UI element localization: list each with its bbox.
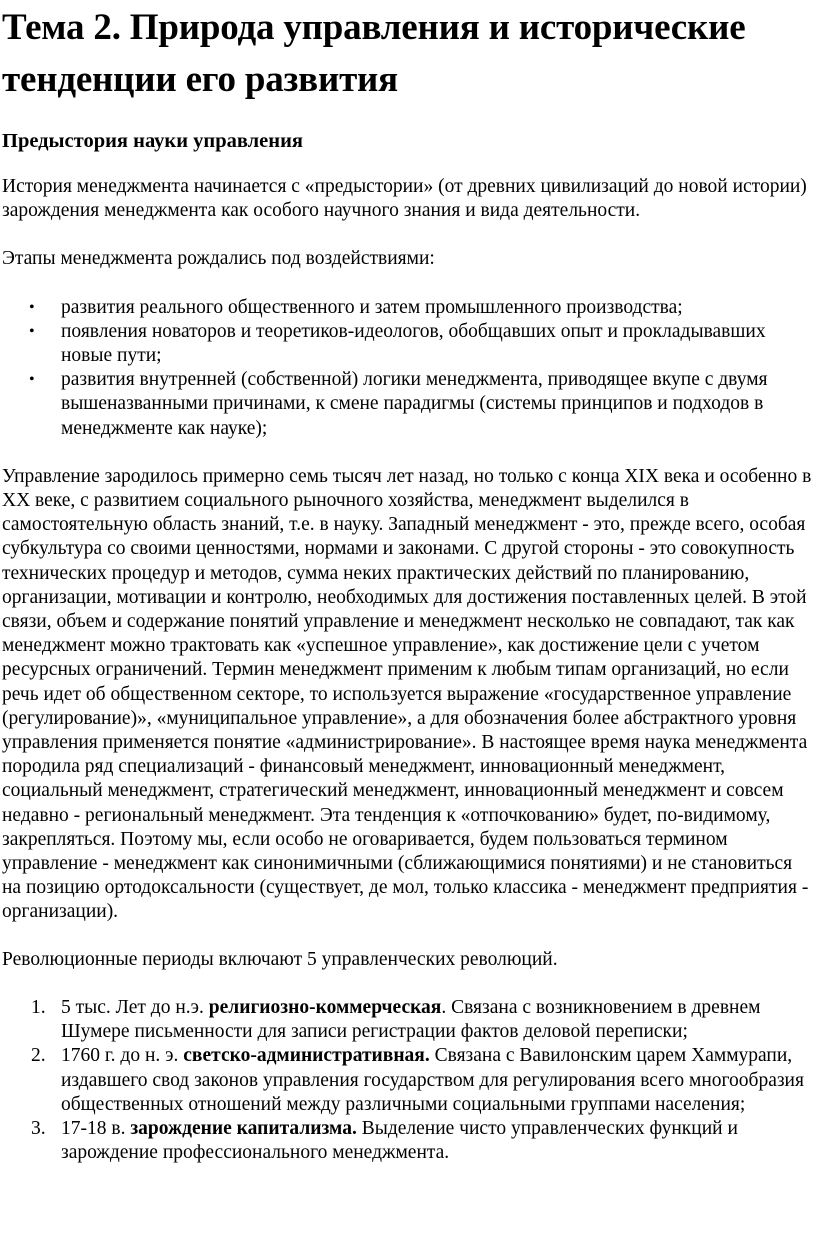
list-item-number: 1. <box>31 996 46 1018</box>
list-item <box>2 1044 816 1117</box>
list-item-text: . Связана с возникновением в древнем Шумере письменности для записи регистрации фактов деловой переписки; <box>61 996 761 1043</box>
bullet-icon: • <box>29 298 35 316</box>
list-item-lead: 1760 г. до н. э. <box>61 1045 184 1067</box>
list-item <box>2 320 816 368</box>
factors-list <box>2 296 816 441</box>
list-item-number: 3. <box>31 1117 46 1139</box>
main-paragraph: Управление зародилось примерно семь тысяч лет назад, но только с конца XIX века и особенно в XX веке, с развитием социального рыночного хозяйства, менеджмент выделился в самостоятельную область знаний, т.е. в науку. Западный менеджмент - это, прежде всего, особая субкультура со своими ценностями, нормами и законами. С другой стороны - это совокупность технических процедур и методов, сумма неких практических действий по планированию, организации, мотивации и контролю, необходимых для достижения поставленных целей. В этой связи, объем и содержание понятий управление и менеджмент несколько не совпадают, так как менеджмент можно трактовать как «успешное управление», как достижение цели с учетом ресурсных ограничений. Термин менеджмент применим к любым типам организаций, но если речь идет об общественном секторе, то используется выражение «государственное управление (регулирование)», «муниципальное управление», а для обозначения более абстрактного уровня управления применяется понятие «администрирование». В настоящее время наука менеджмента породила ряд специализаций - финансовый менеджмент, инновационный менеджмент, социальный менеджмент, стратегический менеджмент, инновационный менеджмент и совсем недавно - региональный менеджмент. Эта тенденция к «отпочкованию» будет, по-видимому, закрепляться. Поэтому мы, если особо не оговаривается, будем пользоваться термином управление - менеджмент как синонимичными (сближающимися понятиями) и не становиться на позицию ортодоксальности (существует, де мол, только классика - менеджмент предприятия - организации). <box>2 465 812 923</box>
list-item-text: развития реального общественного и затем промышленного производства; <box>61 296 683 318</box>
intro-paragraph: История менеджмента начинается с «предыстории» (от древних цивилизаций до новой истории) зарождения менеджмента как особого научного знания и вида деятельности. <box>2 176 807 222</box>
list-item <box>2 368 816 441</box>
list-item-text: появления новаторов и теоретиков-идеологов, обобщавших опыт и прокладывавших новые пути; <box>61 320 766 367</box>
list-item-text: развития внутренней (собственной) логики менеджмента, приводящее вкупе с двумя вышеназванными причинами, к смене парадигмы (системы принципов и подходов в менеджменте как науке); <box>61 369 768 439</box>
list-item-bold-term: религиозно-коммерческая <box>208 996 442 1018</box>
list-item-text: Выделение чисто управленческих функций и зарождение профессионального менеджмента. <box>61 1117 738 1164</box>
stages-intro-paragraph: Этапы менеджмента рождались под воздействиями: <box>2 248 435 270</box>
list-item-bold-term: зарождение капитализма. <box>130 1117 357 1139</box>
bullet-icon: • <box>29 371 35 389</box>
list-item <box>2 1117 816 1165</box>
bullet-icon: • <box>29 322 35 340</box>
list-item <box>2 296 816 320</box>
list-item-text: Связана с Вавилонским царем Хаммурапи, издавшего свод законов управления государством для регулирования всего многообразия общественных отношений между различными социальными группами населения; <box>61 1045 804 1115</box>
list-item <box>2 996 816 1044</box>
revolutions-intro-paragraph: Революционные периоды включают 5 управленческих революций. <box>2 948 558 970</box>
list-item-lead: 17-18 в. <box>61 1117 131 1139</box>
revolutions-list <box>2 996 816 1165</box>
page-title: Тема 2. Природа управления и исторические тенденции его развития <box>2 7 746 100</box>
list-item-bold-term: светско-административная. <box>183 1045 430 1067</box>
list-item-lead: 5 тыс. Лет до н.э. <box>61 996 209 1018</box>
list-item-number: 2. <box>31 1045 46 1067</box>
section-heading: Предыстория науки управления <box>2 130 303 152</box>
